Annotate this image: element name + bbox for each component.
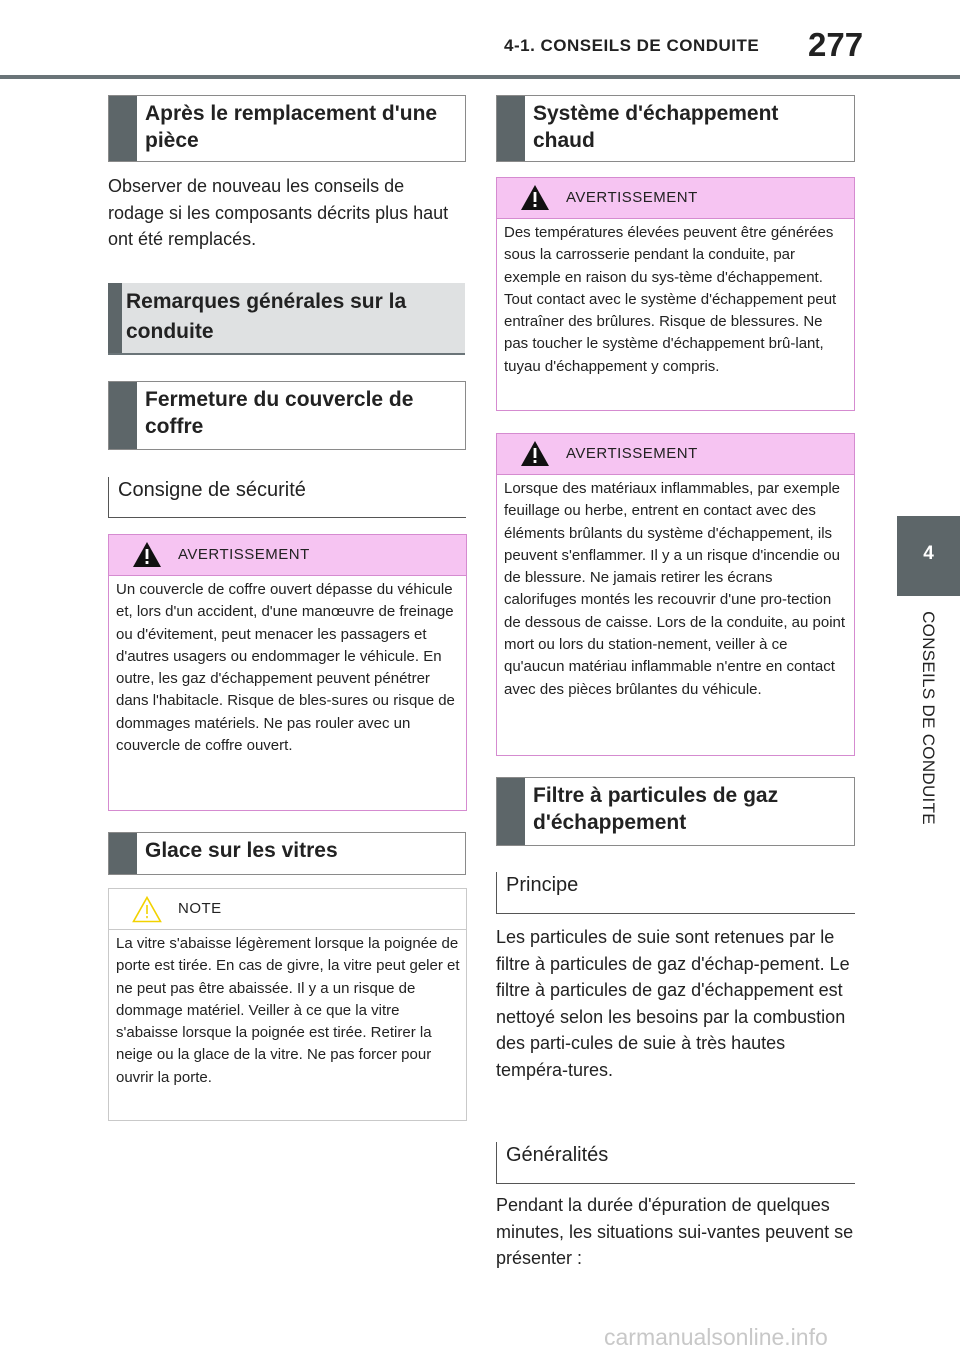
section-heading-remarques xyxy=(108,283,465,355)
section-title: 4-1. CONSEILS DE CONDUITE xyxy=(504,36,760,55)
heading-fermeture-coffre xyxy=(108,381,466,450)
heading-bar xyxy=(497,96,525,161)
subheading-text: Généralités xyxy=(506,1144,609,1166)
heading-bar xyxy=(497,778,525,845)
subheading-consigne xyxy=(108,477,466,518)
heading-bar xyxy=(109,833,137,874)
heading-text: Remarques générales sur la conduite xyxy=(126,290,407,343)
warning-text: Un couvercle de coffre ouvert dépasse du véhicule et, lors d'un accident, d'une manœuvre de freinage ou d'évitement, peut menacer les passagers et d'autres usagers ou endommager le véhicule. En outre, les gaz d'échappement peuvent pénétrer dans l'habitacle. Risque de bles-sures ou risque de dommages matériels. Ne pas rouler avec un couvercle de coffre ouvert. xyxy=(116,581,455,755)
heading-systeme-echappement xyxy=(496,95,855,162)
paragraph-generalites: Pendant la durée d'épuration de quelques minutes, les situations sui-vantes peuvent se présenter : xyxy=(496,1195,854,1268)
chapter-tab xyxy=(897,516,960,596)
subheading-text: Consigne de sécurité xyxy=(118,479,306,501)
subheading-text: Principe xyxy=(506,874,579,896)
note-box-vitre xyxy=(108,888,467,1121)
chapter-label: CONSEILS DE CONDUITE xyxy=(919,611,938,825)
watermark: carmanualsonline.info xyxy=(604,1324,828,1350)
heading-bar xyxy=(109,96,137,161)
subheading-generalites xyxy=(496,1142,855,1184)
header-rule xyxy=(0,75,960,79)
warning-text: Des températures élevées peuvent être générées sous la carrosserie pendant la conduite, par exemple en raison du sys-tème d'échappement. Tout contact avec le système d'échappement peut entraîner des brûlures. Risque de blessures. Ne pas toucher le système d'échappement brû-lant, tuyau d'échappement y compris. xyxy=(504,224,837,375)
warning-label: AVERTISSEMENT xyxy=(566,445,698,462)
warning-header xyxy=(109,535,466,576)
heading-filtre-particules xyxy=(496,777,855,846)
heading-text: Système d'échappement chaud xyxy=(533,102,779,152)
paragraph-principe: Les particules de suie sont retenues par le filtre à particules de gaz d'échap-pement. Le filtre à particules de gaz d'échappement est nettoyé selon les besoins par la combustion des parti-cules de suie à très hautes tempéra-tures. xyxy=(496,927,850,1080)
page-number: 277 xyxy=(808,26,864,63)
heading-text: Glace sur les vitres xyxy=(145,839,338,862)
warning-label: AVERTISSEMENT xyxy=(566,189,698,206)
heading-bar xyxy=(108,283,122,353)
heading-text: Fermeture du couvercle de coffre xyxy=(145,388,414,438)
note-text: La vitre s'abaisse légèrement lorsque la poignée de porte est tirée. En cas de givre, la vitre peut geler et ne peut pas être abaissée. Il y a un risque de dommage matériel. Veiller à ce que la vitre s'abaisse lorsque la poignée est tirée. Retirer la neige ou la glace de la vitre. Ne pas forcer pour ouvrir la porte. xyxy=(116,935,460,1086)
page-header xyxy=(0,0,960,80)
warning-triangle-icon xyxy=(520,440,550,467)
warning-box-coffre xyxy=(108,534,467,811)
warning-header xyxy=(497,178,854,219)
warning-label: AVERTISSEMENT xyxy=(178,546,310,563)
warning-triangle-icon xyxy=(520,184,550,211)
warning-text: Lorsque des matériaux inflammables, par exemple feuillage ou herbe, entrent en contact avec des éléments brûlants du système d'échappement, ils peuvent s'enflammer. Il y a un risque d'incendie ou de blessure. Ne jamais retirer les écrans calorifuges montés les recouvrir d'une pro-tection de dessous de caisse. Lors de la conduite, au point mort ou lors du station-nement, veiller à ce qu'aucun matériau inflammable n'entre en contact avec des pièces brûlantes du véhicule. xyxy=(504,480,846,698)
heading-text: Filtre à particules de gaz d'échappement xyxy=(533,784,779,834)
caution-triangle-icon xyxy=(132,896,162,923)
heading-apres-remplacement xyxy=(108,95,466,162)
note-header xyxy=(109,889,466,930)
warning-box-inflammables xyxy=(496,433,855,756)
note-label: NOTE xyxy=(178,900,222,917)
chapter-number: 4 xyxy=(923,543,934,564)
heading-glace-vitres xyxy=(108,832,466,875)
warning-triangle-icon xyxy=(132,541,162,568)
subheading-principe xyxy=(496,872,855,914)
heading-text: Après le remplacement d'une pièce xyxy=(145,102,438,152)
heading-bar xyxy=(109,382,137,449)
warning-header xyxy=(497,434,854,475)
warning-box-temperatures xyxy=(496,177,855,411)
paragraph-apres: Observer de nouveau les conseils de rodage si les composants décrits plus haut ont été remplacés. xyxy=(108,176,449,249)
